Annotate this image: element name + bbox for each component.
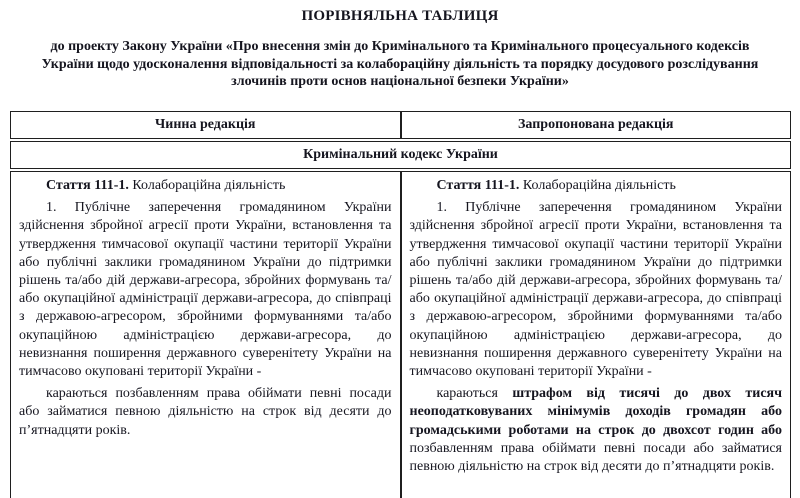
column-header-proposed-edition: Запропонована редакція bbox=[518, 117, 674, 132]
current-edition-cell bbox=[11, 172, 402, 498]
sanction-paragraph bbox=[19, 385, 392, 440]
article-number: Стаття 111-1. bbox=[46, 178, 129, 193]
article-body-paragraph: 1. Публічне заперечення громадянином України здійснення збройної агресії проти України, встановлення та утвердження тимчасової окупації частини території України або публічні заклики громадянином України до підтримки рішень та/або дій держави-агресора, збройних формувань та/або окупаційної адміністрації держави-агресора, до співпраці з державою-агресором, збройними формуваннями та/або окупаційною адміністрацією держави-агресора, до невизнання поширення державного суверенітету України на тимчасово окуповані території України - bbox=[409, 200, 782, 380]
table-header-row bbox=[10, 111, 791, 139]
sanction-amended-text: штрафом від тисячі до двох тисяч неоподатковуваних мінімумів доходів громадян або громадськими роботами на строк до двохсот годин або bbox=[409, 386, 782, 438]
article-body-paragraph: 1. Публічне заперечення громадянином України здійснення збройної агресії проти України, встановлення та утвердження тимчасової окупації частини території України або публічні заклики громадянином України до підтримки рішень та/або дій держави-агресора, збройних формувань та/або окупаційної адміністрації держави-агресора, до співпраці з державою-агресором, збройними формуваннями та/або окупаційною адміністрацією держави-агресора, до невизнання поширення державного суверенітету України на тимчасово окуповані території України - bbox=[19, 200, 392, 380]
sanction-text: караються позбавленням права обіймати певні посади або займатися певною діяльністю на строк від десяти до п’ятнадцяти років. bbox=[19, 386, 392, 438]
article-number: Стаття 111-1. bbox=[436, 178, 520, 193]
article-heading bbox=[410, 177, 783, 195]
comparison-table bbox=[10, 111, 791, 498]
sanction-text: караються bbox=[436, 386, 513, 402]
proposed-edition-cell bbox=[402, 172, 791, 498]
section-title: Кримінальний кодекс України bbox=[303, 147, 498, 162]
document-subtitle: до проекту Закону України «Про внесення змін до Кримінального та Кримінального процесуального кодексів України щодо удосконалення відповідальності за колабораційну діяльність та порядку досудового розслідування злочинів проти основ національної безпеки України» bbox=[41, 39, 759, 89]
sanction-paragraph bbox=[410, 385, 783, 476]
document-title: ПОРІВНЯЛЬНА ТАБЛИЦЯ bbox=[301, 8, 499, 24]
article-name: Колабораційна діяльність bbox=[128, 178, 286, 193]
column-header-current-edition: Чинна редакція bbox=[11, 112, 402, 138]
article-name: Колабораційна діяльність bbox=[519, 178, 676, 193]
sanction-text-rest: позбавленням права обіймати певні посади або займатися певною діяльністю на строк від десяти до п’ятнадцяти років. bbox=[409, 440, 782, 475]
document-page bbox=[0, 8, 800, 498]
table-body-row bbox=[10, 171, 791, 498]
article-heading bbox=[19, 177, 392, 195]
section-title-row bbox=[10, 141, 791, 169]
